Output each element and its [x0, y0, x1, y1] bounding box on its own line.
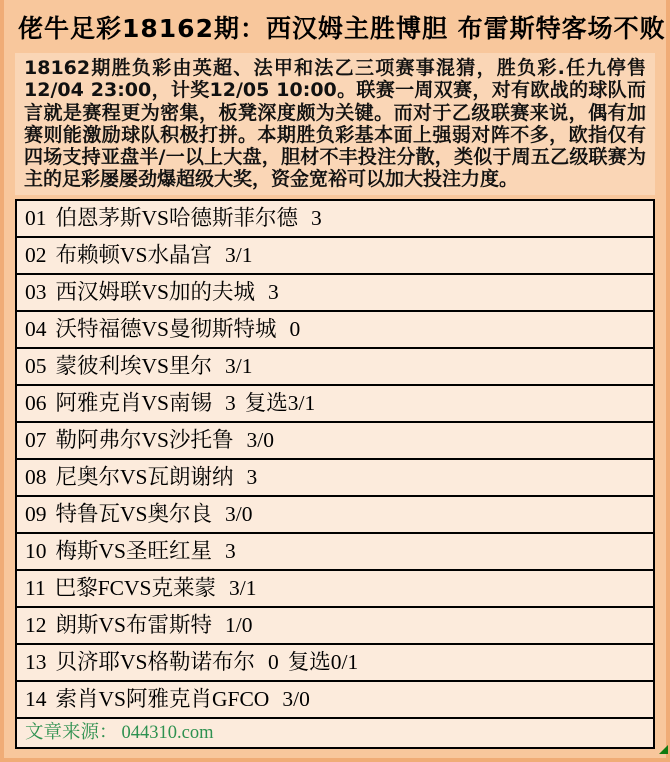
match-row	[17, 201, 653, 238]
match-row	[17, 312, 653, 349]
match-teams: 伯恩茅斯VS哈德斯菲尔德	[55, 205, 298, 230]
match-pick: 3	[225, 390, 236, 415]
match-teams: 特鲁瓦VS奥尔良	[55, 501, 212, 526]
match-pick: 3/1	[225, 242, 253, 267]
match-pick: 3/0	[282, 686, 310, 711]
match-number: 11	[25, 575, 46, 600]
match-pick: 0	[289, 316, 301, 341]
match-pick: 3	[268, 279, 279, 304]
match-note: 复选3/1	[244, 390, 316, 415]
match-pick: 3/0	[225, 501, 253, 526]
match-number: 12	[25, 612, 47, 637]
match-number: 03	[25, 279, 47, 304]
match-row	[17, 460, 653, 497]
source-url[interactable]: 044310.com	[121, 722, 214, 743]
match-number: 04	[25, 316, 47, 341]
match-pick: 3	[311, 205, 322, 230]
match-teams: 沃特福德VS曼彻斯特城	[55, 316, 277, 341]
match-row	[17, 497, 653, 534]
source-label: 文章来源：	[25, 722, 118, 743]
match-number: 01	[25, 205, 47, 230]
match-number: 05	[25, 353, 47, 378]
match-row	[17, 275, 653, 312]
match-row	[17, 682, 653, 719]
match-teams: 巴黎FCVS克莱蒙	[54, 575, 216, 600]
source-footer	[17, 719, 653, 747]
match-pick: 3	[225, 538, 236, 563]
match-row	[17, 349, 653, 386]
match-row	[17, 645, 653, 682]
match-teams: 尼奥尔VS瓦朗谢纳	[55, 464, 234, 489]
match-number: 09	[25, 501, 47, 526]
match-pick: 3	[246, 464, 258, 489]
match-pick: 3/1	[229, 575, 257, 600]
match-number: 10	[25, 538, 47, 563]
article-title: 佬牛足彩18162期：西汉姆主胜博胆 布雷斯特客场不败	[18, 14, 666, 43]
match-teams: 勒阿弗尔VS沙托鲁	[55, 427, 234, 452]
match-teams: 布赖顿VS水晶宫	[55, 242, 212, 267]
match-teams: 贝济耶VS格勒诺布尔	[55, 649, 255, 674]
match-teams: 梅斯VS圣旺红星	[55, 538, 212, 563]
match-number: 06	[25, 390, 47, 415]
match-pick: 0	[268, 649, 279, 674]
match-row	[17, 608, 653, 645]
match-number: 14	[25, 686, 47, 711]
match-row	[17, 238, 653, 275]
match-pick: 3/0	[246, 427, 274, 452]
match-row	[17, 571, 653, 608]
intro-paragraph: 18162期胜负彩由英超、法甲和法乙三项赛事混猜，胜负彩.任九停售12/04 23:00，计奖12/05 10:00。联赛一周双赛，对有欧战的球队而言就是赛程更为密集，板凳深度颇为关键。而对于乙级联赛来说，偶有加赛则能激励球队积极打拼。本期胜负彩基本面上强弱对阵不多，欧指仅有四场支持亚盘半/一以上大盘，胆材不丰投注分散，类似于周五乙级联赛为主的足彩屡屡劲爆超级大奖，资金宽裕可以加大投注力度。	[15, 53, 655, 195]
match-row	[17, 386, 653, 423]
match-number: 08	[25, 464, 47, 489]
match-number: 13	[25, 649, 47, 674]
match-number: 02	[25, 242, 47, 267]
match-pick: 3/1	[225, 353, 253, 378]
match-pick: 1/0	[225, 612, 253, 637]
match-number: 07	[25, 427, 47, 452]
corner-triangle-icon	[659, 745, 668, 754]
match-teams: 西汉姆联VS加的夫城	[55, 279, 255, 304]
match-teams: 蒙彼利埃VS里尔	[55, 353, 212, 378]
match-teams: 索肖VS阿雅克肖GFCO	[55, 686, 270, 711]
match-note: 复选0/1	[287, 649, 359, 674]
match-row	[17, 534, 653, 571]
match-teams: 阿雅克肖VS南锡	[55, 390, 212, 415]
match-teams: 朗斯VS布雷斯特	[55, 612, 212, 637]
match-table	[15, 199, 655, 749]
match-row	[17, 423, 653, 460]
